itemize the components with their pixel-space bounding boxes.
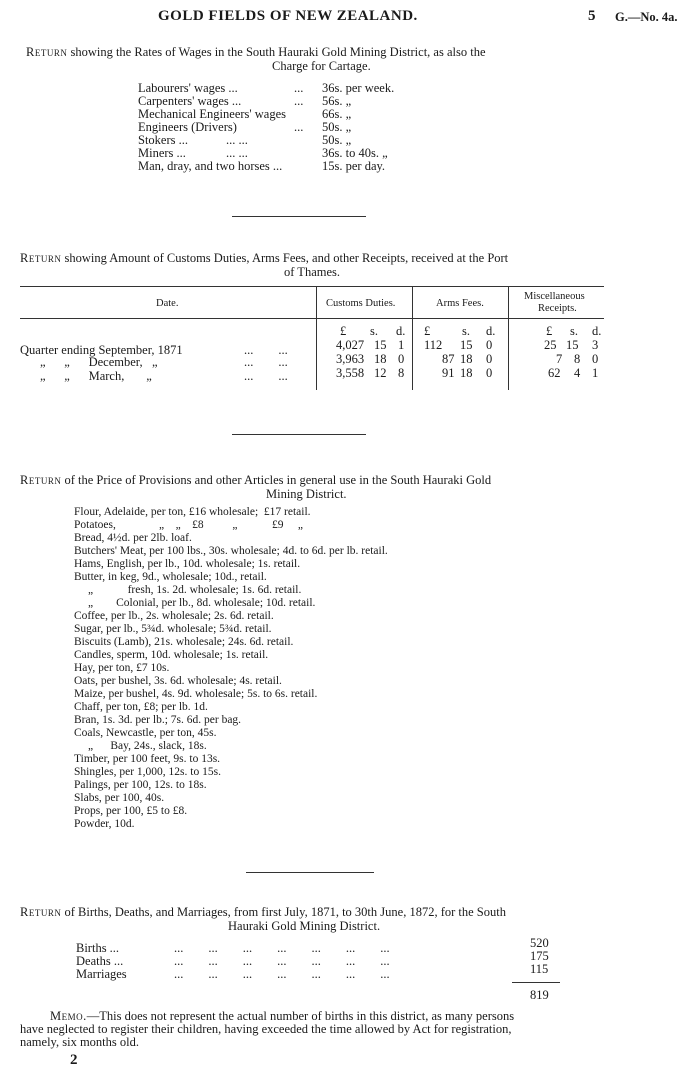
wage-label: Engineers (Drivers) (138, 120, 237, 134)
provisions-heading (20, 474, 620, 487)
births-value: 520 (530, 936, 549, 950)
unit-pounds: £ (546, 324, 553, 338)
wage-value: 66s. „ (322, 107, 352, 121)
list-item: „ Colonial, per lb., 8d. wholesale; 10d. retail. (88, 597, 316, 609)
list-item: Coffee, per lb., 2s. wholesale; 2s. 6d. retail. (74, 610, 274, 622)
marriages-value: 115 (530, 962, 549, 976)
wage-label: Carpenters' wages ... (138, 94, 242, 108)
list-item: Slabs, per 100, 40s. (74, 792, 165, 804)
table-row-dots: ... ... ... ... ... ... ... (174, 967, 390, 981)
arms-pence: 0 (486, 338, 493, 352)
provisions-title-line1: of the Price of Provisions and other Articles in general use in the South Hauraki Gold (64, 473, 492, 487)
arms-pounds: 87 (442, 352, 455, 366)
unit-shillings: s. (462, 324, 470, 338)
list-item: Bread, 4½d. per 2lb. loaf. (74, 532, 192, 544)
misc-shillings: 4 (574, 366, 581, 380)
column-divider (412, 286, 413, 390)
wages-title-line2: Charge for Cartage. (272, 59, 371, 73)
section-divider (232, 434, 366, 435)
wage-value: 15s. per day. (322, 159, 386, 173)
wage-value: 56s. „ (322, 94, 352, 108)
table-row-dots: ... ... ... ... ... ... ... (174, 941, 390, 955)
table-row-dots: ... ... (244, 369, 288, 383)
memo-line2: have neglected to register their children, having exceeded the time allowed by Act for registration, (20, 1022, 512, 1036)
table-row-date: Quarter ending September, 1871 (20, 343, 183, 357)
list-item: Oats, per bushel, 3s. 6d. wholesale; 4s. retail. (74, 675, 282, 687)
table-row-dots: ... ... ... ... ... ... ... (174, 954, 390, 968)
wage-dots: ... ... (226, 146, 248, 160)
arms-shillings: 18 (460, 352, 473, 366)
list-item: Butter, in keg, 9d., wholesale; 10d., retail. (74, 571, 267, 583)
table-row-label: Births ... (76, 941, 120, 955)
wage-value: 36s. per week. (322, 81, 395, 95)
unit-shillings: s. (370, 324, 378, 338)
customs-pounds: 3,963 (336, 352, 365, 366)
customs-shillings: 12 (374, 366, 387, 380)
customs-pounds: 4,027 (336, 338, 365, 352)
list-item: Candles, sperm, 10d. wholesale; 1s. retail. (74, 649, 269, 661)
misc-pence: 8 (574, 352, 581, 366)
table-row-date: „ „ March, „ (40, 369, 152, 383)
table-row-dots: ... ... (244, 343, 288, 357)
table-row-label: Marriages (76, 967, 127, 981)
customs-heading (20, 252, 620, 265)
list-item: Powder, 10d. (74, 818, 135, 830)
list-item: Potatoes, „ „ £8 „ £9 „ (74, 519, 304, 531)
misc-shillings: 15 (566, 338, 579, 352)
list-item: Biscuits (Lamb), 21s. wholesale; 24s. 6d. retail. (74, 636, 294, 648)
births-heading (20, 906, 630, 919)
unit-pence: d. (486, 324, 496, 338)
wage-label: Mechanical Engineers' wages (138, 107, 287, 121)
return-lead: Return (20, 473, 62, 487)
arms-shillings: 18 (460, 366, 473, 380)
customs-pence: 1 (398, 338, 405, 352)
arms-pounds: 91 (442, 366, 455, 380)
unit-pounds: £ (340, 324, 347, 338)
unit-pence: d. (592, 324, 602, 338)
list-item: Hams, English, per lb., 10d. wholesale; 1s. retail. (74, 558, 301, 570)
unit-pence: d. (396, 324, 406, 338)
memo-line3: namely, six months old. (20, 1035, 139, 1049)
section-divider (246, 872, 374, 873)
customs-pence: 0 (398, 352, 405, 366)
wage-dots: ... (294, 81, 304, 95)
wage-dots: ... ... (226, 133, 248, 147)
list-item: Flour, Adelaide, per ton, £16 wholesale; £17 retail. (74, 506, 311, 518)
wage-dots: ... (294, 120, 304, 134)
column-header-misc: Miscellaneous (524, 291, 585, 302)
running-title: GOLD FIELDS OF NEW ZEALAND. (158, 8, 418, 24)
unit-pounds: £ (424, 324, 431, 338)
misc-pounds: 62 (548, 366, 561, 380)
list-item: Butchers' Meat, per 100 lbs., 30s. wholesale; 4d. to 6d. per lb. retail. (74, 545, 388, 557)
births-title-line2: Hauraki Gold Mining District. (228, 919, 381, 933)
wage-label: Labourers' wages ... (138, 81, 238, 95)
list-item: „ fresh, 1s. 2d. wholesale; 1s. 6d. retail. (88, 584, 302, 596)
misc-pence: 3 (592, 338, 599, 352)
list-item: Sugar, per lb., 5¾d. wholesale; 5¾d. retail. (74, 623, 272, 635)
wage-value: 50s. „ (322, 133, 352, 147)
list-item: Timber, per 100 feet, 9s. to 13s. (74, 753, 221, 765)
wages-heading (26, 46, 606, 59)
provisions-title-line2: Mining District. (266, 487, 347, 501)
customs-shillings: 18 (374, 352, 387, 366)
document-reference: G.—No. 4a. (615, 10, 678, 24)
column-header-misc-2: Receipts. (538, 303, 577, 314)
list-item: Maize, per bushel, 4s. 9d. wholesale; 5s. to 6s. retail. (74, 688, 318, 700)
column-header-date: Date. (156, 298, 179, 309)
births-title-line1: of Births, Deaths, and Marriages, from first July, 1871, to 30th June, 1872, for the South (64, 905, 506, 919)
table-row-date: „ „ December, „ (40, 355, 158, 369)
page-number: 5 (588, 8, 596, 24)
table-header-rule (20, 318, 604, 319)
wage-label: Miners ... (138, 146, 186, 160)
list-item: „ Bay, 24s., slack, 18s. (88, 740, 207, 752)
section-divider (232, 216, 366, 217)
misc-pounds: 25 (544, 338, 557, 352)
arms-pence: 0 (486, 352, 493, 366)
arms-pence: 0 (486, 366, 493, 380)
list-item: Props, per 100, £5 to £8. (74, 805, 188, 817)
wage-value: 36s. to 40s. „ (322, 146, 388, 160)
list-item: Chaff, per ton, £8; per lb. 1d. (74, 701, 208, 713)
total-rule (512, 982, 560, 983)
deaths-value: 175 (530, 949, 549, 963)
wage-label: Stokers ... (138, 133, 188, 147)
column-header-arms: Arms Fees. (436, 298, 484, 309)
total-value: 819 (530, 988, 549, 1002)
table-row-label: Deaths ... (76, 954, 124, 968)
arms-pounds: 112 (424, 338, 443, 352)
return-lead: Return (20, 251, 62, 265)
column-divider (316, 286, 317, 390)
column-divider (508, 286, 509, 390)
unit-shillings: s. (570, 324, 578, 338)
misc-extra: 0 (592, 352, 599, 366)
table-row-dots: ... ... (244, 355, 288, 369)
column-header-customs: Customs Duties. (326, 298, 396, 309)
customs-title-line1: showing Amount of Customs Duties, Arms Fees, and other Receipts, received at the Port (64, 251, 509, 265)
return-lead: Return (20, 905, 62, 919)
memo-line1: —This does not represent the actual number of births in this district, as many persons (86, 1009, 515, 1023)
wage-dots: ... (294, 94, 304, 108)
wage-label: Man, dray, and two horses ... (138, 159, 283, 173)
return-lead: Return (26, 45, 68, 59)
list-item: Hay, per ton, £7 10s. (74, 662, 170, 674)
list-item: Shingles, per 1,000, 12s. to 15s. (74, 766, 221, 778)
table-top-rule (20, 286, 604, 287)
list-item: Coals, Newcastle, per ton, 45s. (74, 727, 217, 739)
arms-shillings: 15 (460, 338, 473, 352)
sheet-signature-number: 2 (70, 1052, 78, 1068)
list-item: Palings, per 100, 12s. to 18s. (74, 779, 207, 791)
customs-pence: 8 (398, 366, 405, 380)
misc-shillings: 7 (556, 352, 563, 366)
wages-title-line1: showing the Rates of Wages in the South Hauraki Gold Mining District, as also the (70, 45, 486, 59)
customs-shillings: 15 (374, 338, 387, 352)
customs-title-line2: of Thames. (284, 265, 341, 279)
memo-lead: Memo. (50, 1009, 87, 1023)
list-item: Bran, 1s. 3d. per lb.; 7s. 6d. per bag. (74, 714, 242, 726)
misc-pence: 1 (592, 366, 599, 380)
wage-value: 50s. „ (322, 120, 352, 134)
customs-pounds: 3,558 (336, 366, 365, 380)
